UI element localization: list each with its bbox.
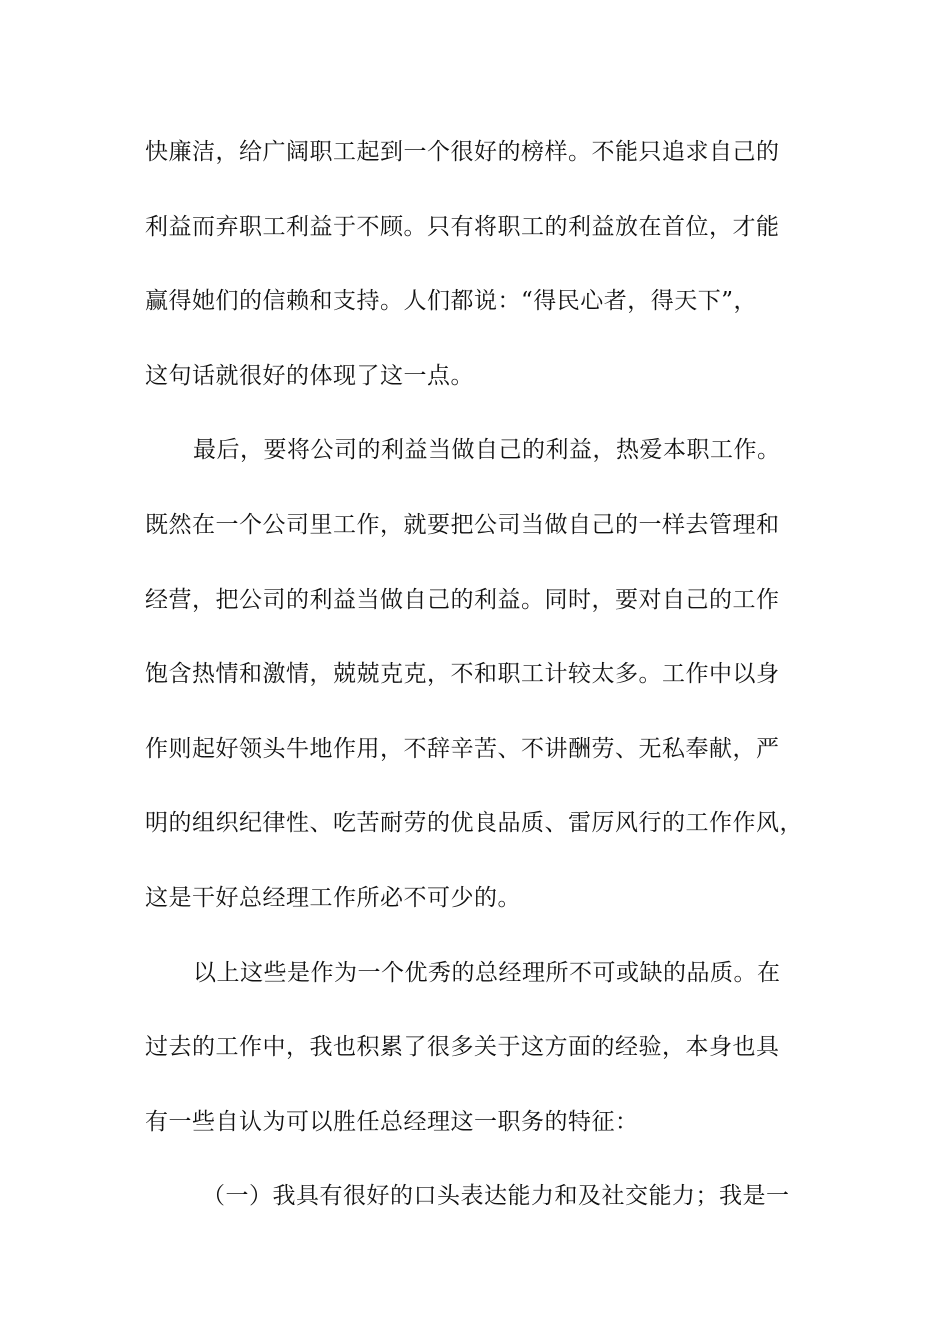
text-line: 赢得她们的信赖和支持。人们都说：“得民心者，得天下”， bbox=[145, 288, 758, 315]
text-line: 明的组织纪律性、吃苦耐劳的优良品质、雷厉风行的工作作风， bbox=[145, 810, 803, 837]
text-line: 既然在一个公司里工作，就要把公司当做自己的一样去管理和 bbox=[145, 511, 780, 538]
numbered-item-line: （一）我具有很好的口头表达能力和及社交能力；我是一 bbox=[202, 1183, 790, 1210]
text-line: 作则起好领头牛地作用，不辞辛苦、不讲酬劳、无私奉献，严 bbox=[145, 735, 780, 762]
text-line: 快廉洁，给广阔职工起到一个很好的榜样。不能只追求自己的 bbox=[145, 139, 780, 165]
paragraph-start-line: 以上这些是作为一个优秀的总经理所不可或缺的品质。在 bbox=[193, 959, 781, 986]
paragraph-start-line: 最后，要将公司的利益当做自己的利益，热爱本职工作。 bbox=[193, 437, 781, 464]
document-body bbox=[145, 126, 815, 1245]
text-line: 这是干好总经理工作所必不可少的。 bbox=[145, 884, 521, 911]
text-line: 利益而弃职工利益于不顾。只有将职工的利益放在首位，才能 bbox=[145, 213, 780, 240]
text-line: 饱含热情和激情，兢兢克克，不和职工计较太多。工作中以身 bbox=[145, 661, 780, 688]
text-line: 有一些自认为可以胜任总经理这一职务的特征： bbox=[145, 1108, 639, 1135]
text-line: 这句话就很好的体现了这一点。 bbox=[145, 362, 474, 389]
text-line: 过去的工作中，我也积累了很多关于这方面的经验，本身也具 bbox=[145, 1034, 780, 1061]
text-line: 经营，把公司的利益当做自己的利益。同时，要对自己的工作 bbox=[145, 586, 780, 613]
